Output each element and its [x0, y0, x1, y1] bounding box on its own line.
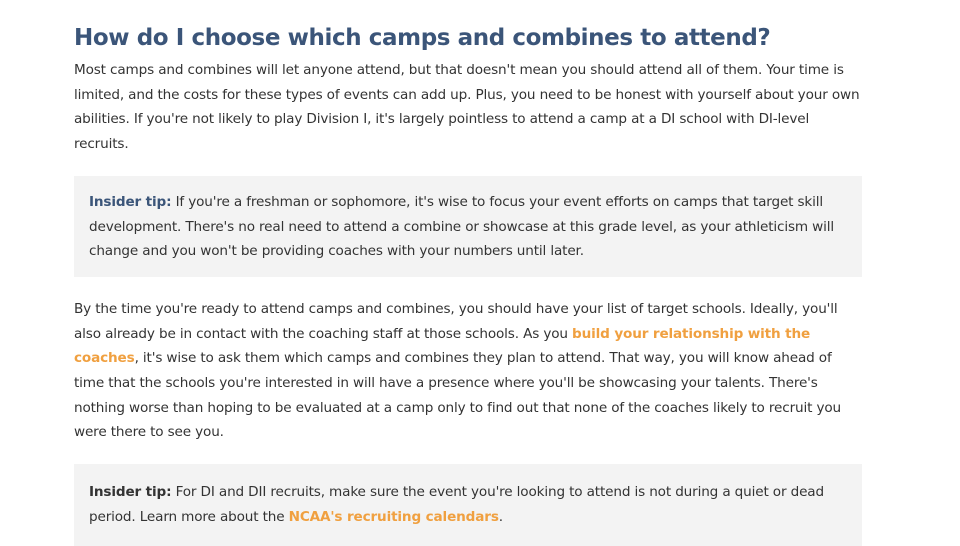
insider-tip-2-label: Insider tip: — [89, 484, 172, 501]
insider-tip-1-text — [89, 190, 847, 264]
insider-tip-box-2 — [74, 464, 862, 546]
insider-tip-1-body: If you're a freshman or sophomore, it's wise to focus your event efforts on camps that target skill development. There's no real need to attend a combine or showcase at this grade level, as your athleticism will change and you won't be providing coaches with your numbers until later. — [89, 193, 834, 260]
recruiting-calendars-link[interactable]: NCAA's recruiting calendars — [288, 508, 499, 525]
coach-relationship-link[interactable]: build your relationship with the coaches — [74, 325, 811, 367]
body-paragraph-2-end: , it's wise to ask them which camps and combines they plan to attend. That way, you will know ahead of time that the schools you're interested in will have a presence where you'll be showcasing your talents. There's nothing worse than hoping to be evaluated at a camp only to find out that none of the coaches likely to recruit you were there to see you. — [74, 350, 841, 441]
intro-paragraph: Most camps and combines will let anyone attend, but that doesn't mean you should attend all of them. Your time is limited, and the costs for these types of events can add up. Plus, you need to be honest with yourself about your own abilities. If you're not likely to play Division I, it's largely pointless to attend a camp at a DI school with DI-level recruits. — [74, 62, 860, 153]
article — [74, 22, 864, 546]
body-paragraph-2-start: By the time you're ready to attend camps and combines, you should have your list of target schools. Ideally, you'll also already be in contact with the coaching staff at those schools. As you — [74, 300, 838, 342]
body-paragraph-2 — [74, 297, 864, 445]
insider-tip-2-text — [89, 480, 847, 529]
insider-tip-1-label: Insider tip: — [89, 193, 172, 210]
insider-tip-box-1 — [74, 176, 862, 277]
insider-tip-2-body: For DI and DII recruits, make sure the event you're looking to attend is not during a quiet or dead period. Learn more about the — [89, 484, 824, 525]
insider-tip-2-end: . — [498, 508, 503, 525]
section-heading: How do I choose which camps and combines to attend? — [74, 25, 771, 51]
